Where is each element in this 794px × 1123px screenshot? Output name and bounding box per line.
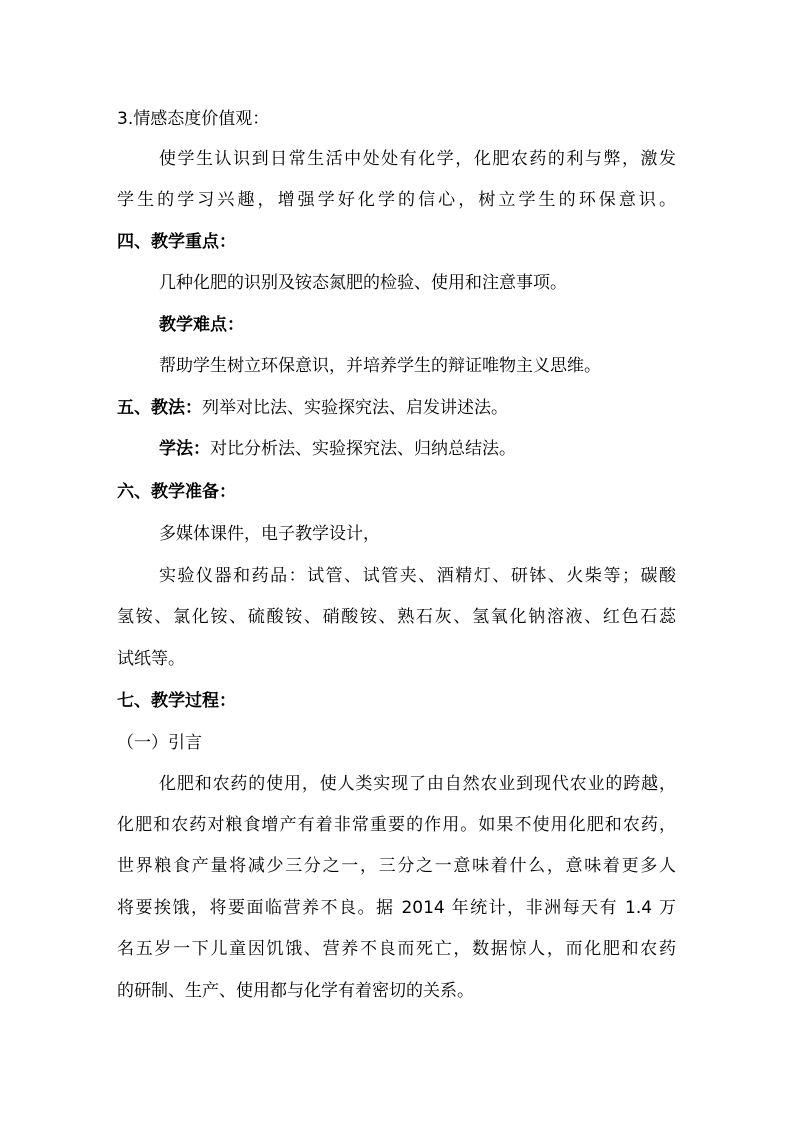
section-3-body-line-2: 学生的学习兴趣，增强学好化学的信心，树立学生的环保意识。 xyxy=(117,190,676,210)
teaching-method-text: 列举对比法、实验探究法、启发讲述法。 xyxy=(202,398,508,418)
preparation-item-1: 多媒体课件，电子教学设计， xyxy=(159,524,380,544)
learning-method-label: 学法： xyxy=(159,439,210,459)
intro-para-line-4: 将要挨饿，将要面临营养不良。据 2014 年统计，非洲每天有 1.4 万 xyxy=(117,898,676,918)
learning-method-text: 对比分析法、实验探究法、归纳总结法。 xyxy=(210,439,516,459)
key-point-text: 几种化肥的识别及铵态氮肥的检验、使用和注意事项。 xyxy=(159,273,567,293)
difficulty-text: 帮助学生树立环保意识，并培养学生的辩证唯物主义思维。 xyxy=(159,356,601,376)
intro-para-line-2: 化肥和农药对粮食增产有着非常重要的作用。如果不使用化肥和农药， xyxy=(117,815,676,835)
section-3-heading: 3.情感态度价值观： xyxy=(117,109,270,129)
section-4-heading: 四、教学重点： xyxy=(117,232,236,252)
preparation-item-2-line-2: 氢铵、氯化铵、硫酸铵、硝酸铵、熟石灰、氢氧化钠溶液、红色石蕊 xyxy=(117,607,676,627)
learning-method-line xyxy=(159,438,516,460)
intro-para-line-3: 世界粮食产量将减少三分之一，三分之一意味着什么，意味着更多人 xyxy=(117,856,676,876)
section-6-heading: 六、教学准备： xyxy=(117,482,236,502)
intro-para-line-6: 的研制、生产、使用都与化学有着密切的关系。 xyxy=(117,981,474,1001)
teaching-method-line xyxy=(117,397,508,419)
section-7-heading: 七、教学过程： xyxy=(117,691,236,711)
preparation-item-2-line-3: 试纸等。 xyxy=(117,649,185,669)
difficulty-label: 教学难点： xyxy=(159,315,244,335)
intro-para-line-1: 化肥和农药的使用，使人类实现了由自然农业到现代农业的跨越， xyxy=(159,774,676,794)
preparation-item-2-line-1: 实验仪器和药品：试管、试管夹、酒精灯、研钵、火柴等；碳酸 xyxy=(159,566,676,586)
section-3-body-line-1: 使学生认识到日常生活中处处有化学，化肥农药的利与弊，激发 xyxy=(159,149,676,169)
intro-para-line-5: 名五岁一下儿童因饥饿、营养不良而死亡，数据惊人，而化肥和农药 xyxy=(117,939,676,959)
section-7-subheading: （一）引言 xyxy=(117,733,202,753)
teaching-method-label: 五、教法： xyxy=(117,398,202,418)
